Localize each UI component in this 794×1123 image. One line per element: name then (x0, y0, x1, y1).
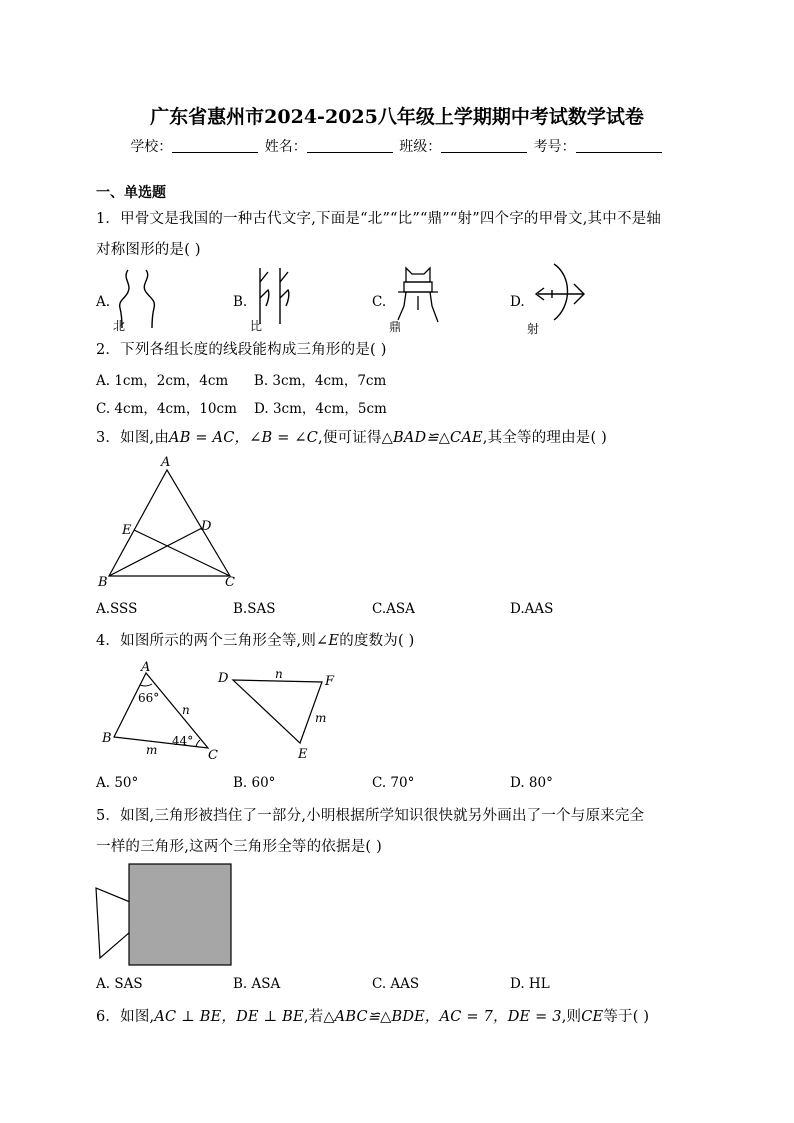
q6-stem (96, 1005, 649, 1026)
q3-triangle-figure (92, 452, 252, 592)
q5-option-b[interactable]: B. ASA (233, 976, 281, 992)
q3-option-a[interactable]: A.SSS (96, 601, 138, 617)
q6-math-perp: AC ⊥ BE，DE ⊥ BE (154, 1009, 304, 1025)
q4-option-b[interactable]: B. 60° (233, 775, 276, 791)
school-blank[interactable] (172, 138, 258, 153)
q3-option-b[interactable]: B.SAS (233, 601, 276, 617)
q6-stem-post: 等于( ) (603, 1009, 650, 1025)
q4-stem-post: 的度数为( ) (339, 633, 415, 649)
oracle-ding-image (394, 266, 444, 328)
q4-label-n2: n (275, 667, 283, 681)
q4-option-c[interactable]: C. 70° (372, 775, 415, 791)
q4-triangles-figure (96, 656, 356, 766)
q3-stem (96, 426, 607, 447)
q4-stem-pre: 4．如图所示的两个三角形全等,则 (96, 633, 317, 649)
q4-label-e: E (298, 747, 308, 762)
q4-label-n1: n (182, 703, 190, 717)
q3-option-c[interactable]: C.ASA (372, 601, 415, 617)
q5-cover-rectangle (129, 864, 231, 965)
q3-option-d[interactable]: D.AAS (510, 601, 554, 617)
q4-option-d[interactable]: D. 80° (510, 775, 553, 791)
q4-triangle-abc (114, 673, 208, 748)
q6-math-ce: CE (581, 1009, 604, 1025)
q4-label-m1: m (146, 743, 158, 757)
q1-caption-a: 北 (113, 319, 126, 333)
q4-label-b: B (102, 731, 112, 746)
class-label: 班级： (399, 139, 442, 155)
q4-label-d: D (218, 671, 229, 686)
q1-option-a[interactable]: A. (96, 294, 111, 310)
q6-math-congruence: △ABC≌△BDE，AC = 7，DE = 3 (323, 1009, 562, 1025)
q3-math-congruence: △BAD≌△CAE (381, 430, 483, 446)
q6-stem-mid: ,若 (303, 1009, 324, 1025)
q5-visible-triangle-part (96, 888, 130, 958)
q3-label-d: D (201, 519, 212, 534)
q1-stem-line2: 对称图形的是( ) (96, 242, 201, 258)
q3-label-b: B (98, 575, 108, 590)
q4-angle-a-value: 66° (138, 691, 160, 705)
school-label: 学校： (130, 139, 173, 155)
q2-options-row2[interactable]: C. 4cm，4cm，10cm D. 3cm，4cm，5cm (96, 401, 387, 417)
q4-option-a[interactable]: A. 50° (96, 775, 139, 791)
name-label: 姓名： (264, 139, 307, 155)
q3-stem-post: ,其全等的理由是( ) (482, 430, 608, 446)
q1-option-c[interactable]: C. (372, 294, 387, 310)
number-label: 考号： (533, 139, 576, 155)
q5-option-c[interactable]: C. AAS (372, 976, 420, 992)
q1-caption-c: 鼎 (389, 320, 402, 334)
q3-label-e: E (122, 523, 132, 538)
q1-stem-line1: 1．甲骨文是我国的一种古代文字,下面是“北”“比”“鼎”“射”四个字的甲骨文,其中不是轴 (96, 211, 662, 227)
q3-stem-pre: 3．如图,由 (96, 430, 170, 446)
q4-math-angle: ∠E (316, 633, 340, 649)
q5-covered-triangle-figure (94, 862, 236, 966)
q4-label-c: C (208, 748, 218, 763)
q2-options-row1[interactable]: A. 1cm，2cm，4cm B. 3cm，4cm，7cm (96, 373, 387, 389)
q4-angle-a-arc (140, 684, 152, 686)
q2-stem: 2．下列各组长度的线段能构成三角形的是( ) (96, 342, 387, 358)
oracle-she-image (528, 262, 590, 324)
q5-stem-line1: 5．如图,三角形被挡住了一部分,小明根据所学知识很快就另外画出了一个与原来完全 (96, 808, 645, 824)
class-blank[interactable] (441, 138, 527, 153)
q5-option-a[interactable]: A. SAS (96, 976, 143, 992)
q1-option-d[interactable]: D. (510, 294, 525, 310)
q3-stem-mid: ,便可证得 (318, 430, 382, 446)
q4-label-f: F (325, 674, 335, 689)
q1-caption-b: 比 (250, 319, 263, 333)
q3-math-condition: AB = AC，∠B = ∠C (169, 430, 319, 446)
q5-stem-line2: 一样的三角形,这两个三角形全等的依据是( ) (96, 839, 382, 855)
page-title: 广东省惠州市2024-2025八年级上学期期中考试数学试卷 (150, 106, 644, 128)
q4-angle-c-arc (196, 740, 200, 747)
q4-stem (96, 629, 415, 650)
name-blank[interactable] (307, 138, 393, 153)
q3-label-c: C (225, 575, 235, 590)
q3-label-a: A (161, 455, 171, 470)
q3-segment-ce (134, 530, 230, 576)
q4-angle-c-value: 44° (172, 734, 194, 748)
number-blank[interactable] (576, 138, 662, 153)
q1-caption-d: 射 (527, 322, 540, 336)
section-heading: 一、单选题 (96, 185, 166, 201)
q5-option-d[interactable]: D. HL (510, 976, 550, 992)
student-info-row (0, 136, 794, 156)
q4-label-m2: m (315, 711, 327, 725)
q6-stem-pre: 6．如图, (96, 1009, 155, 1025)
q6-stem-mid2: ,则 (561, 1009, 582, 1025)
q1-option-b[interactable]: B. (233, 294, 248, 310)
q4-triangle-def (233, 680, 322, 743)
q4-label-a: A (141, 660, 151, 675)
